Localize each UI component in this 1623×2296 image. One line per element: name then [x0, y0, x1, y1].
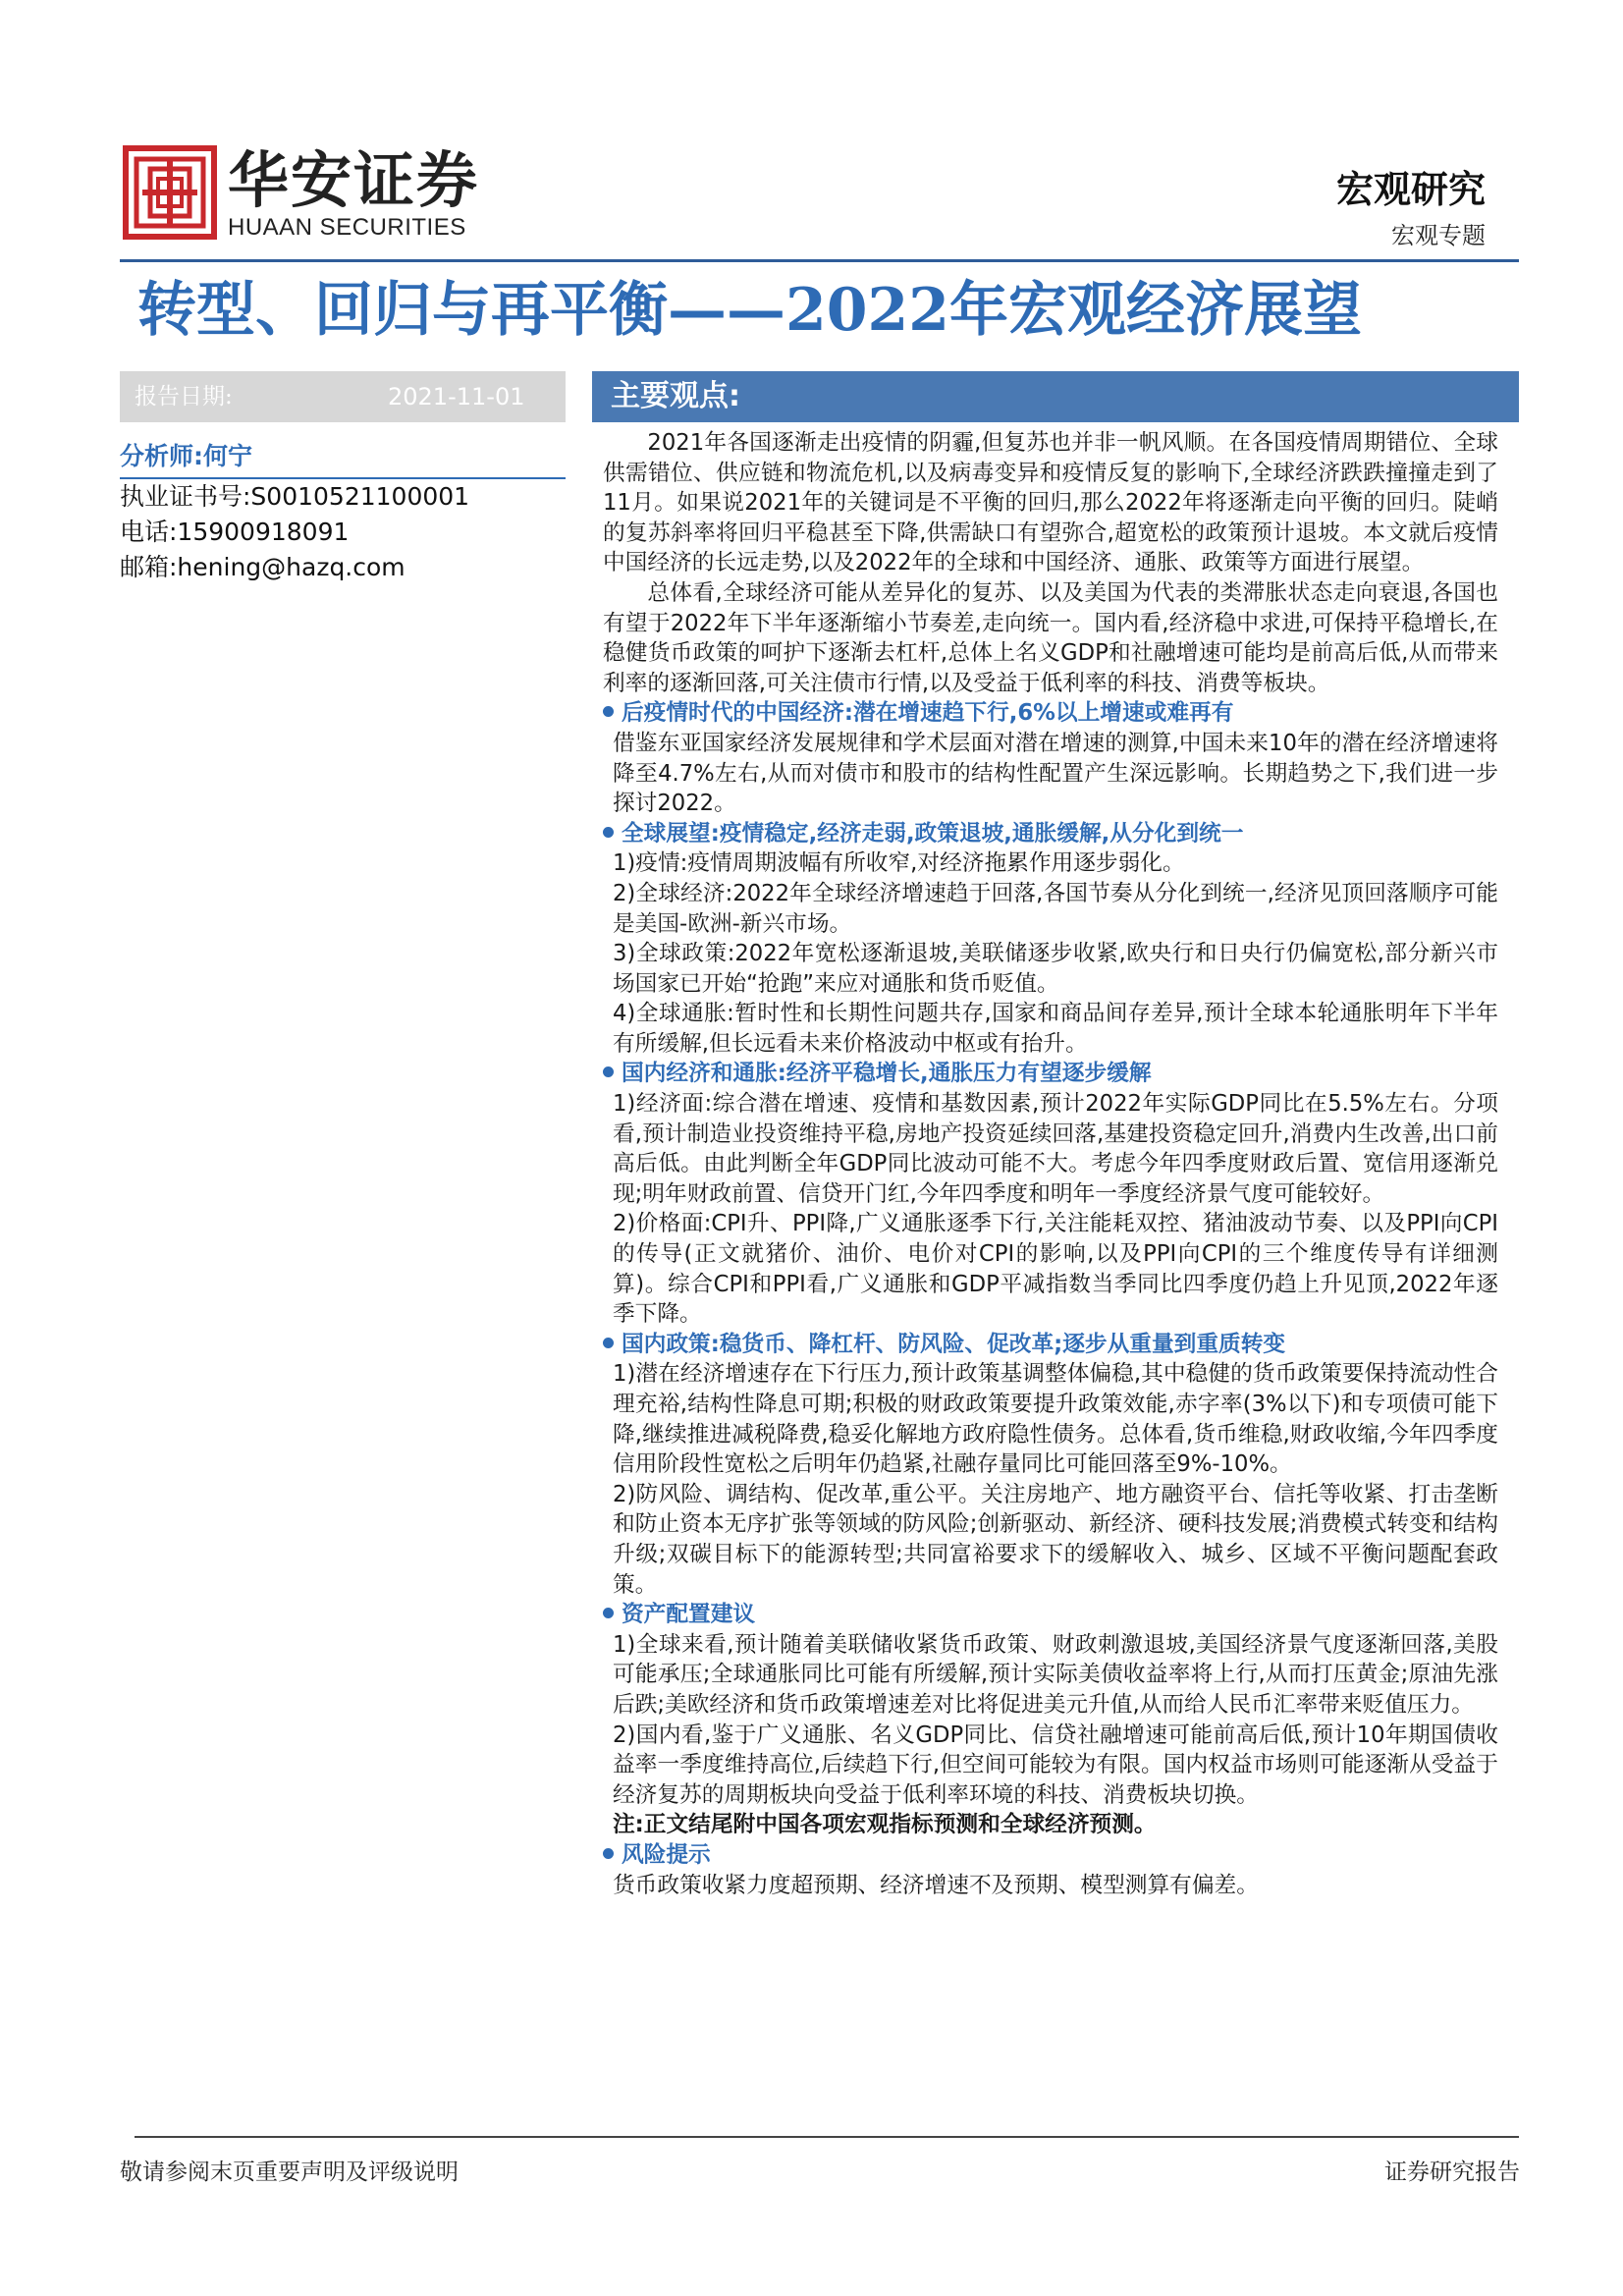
logo-english-name: HUAAN SECURITIES — [228, 214, 466, 241]
report-date-label: 报告日期: — [135, 384, 233, 410]
section-paragraph: 2)价格面:CPI升、PPI降,广义通胀逐季下行,关注能耗双控、猪油波动节奏、以及PPI向CPI的传导(正文就猪价、油价、电价对CPI的影响,以及PPI向CPI的三个维度传导有详细测算)。综合CPI和PPI看,广义通胀和GDP平减指数当季同比四季度仍趋上升见顶,2022年逐季下降。 — [613, 1211, 1498, 1328]
section-paragraph: 1)潜在经济增速存在下行压力,预计政策基调整体偏稳,其中稳健的货币政策要保持流动性合理充裕,结构性降息可期;积极的财政政策要提升政策效能,赤字率(3%以下)和专项债可能下降,继续推进减税降费,稳妥化解地方政府隐性债务。总体看,货币维稳,财政收缩,今年四季度信用阶段性宽松之后明年仍趋紧,社融存量同比可能回落至9%-10%。 — [613, 1361, 1498, 1478]
key-views-content — [603, 428, 1498, 1900]
footer-report-label: 证券研究报告 — [1384, 2159, 1520, 2185]
appendix-note: 注:正文结尾附中国各项宏观指标预测和全球经济预测。 — [613, 1812, 1157, 1838]
section-paragraph: 4)全球通胀:暂时性和长期性问题共存,国家和商品间存差异,预计全球本轮通胀明年下半年有所缓解,但长远看未来价格波动中枢或有抬升。 — [613, 1001, 1498, 1057]
section-paragraph: 2)全球经济:2022年全球经济增速趋于回落,各国节奏从分化到统一,经济见顶回落顺序可能是美国-欧洲-新兴市场。 — [613, 880, 1498, 937]
section-heading: 国内政策:稳货币、降杠杆、防风险、促改革;逐步从重量到重质转变 — [603, 1330, 1498, 1360]
bullet-icon — [603, 1848, 614, 1859]
certificate-number: 执业证书号:S0010521100001 — [120, 482, 470, 511]
section-heading: 国内经济和通胀:经济平稳增长,通胀压力有望逐步缓解 — [603, 1059, 1498, 1089]
footer-divider — [135, 2136, 1519, 2138]
bullet-icon — [603, 1608, 614, 1618]
section-paragraph: 3)全球政策:2022年宽松逐渐退坡,美联储逐步收紧,欧央行和日央行仍偏宽松,部分新兴市场国家已开始“抢跑”来应对通胀和货币贬值。 — [613, 941, 1498, 997]
risk-paragraph: 货币政策收紧力度超预期、经济增速不及预期、模型测算有偏差。 — [613, 1872, 1259, 1898]
report-type: 宏观研究 — [1335, 167, 1486, 211]
key-views-title: 主要观点: — [611, 379, 740, 413]
bullet-icon — [603, 1066, 614, 1077]
report-subtype: 宏观专题 — [1391, 222, 1486, 249]
section-paragraph: 2)国内看,鉴于广义通胀、名义GDP同比、信贷社融增速可能前高后低,预计10年期国债收益率一季度维持高位,后续趋下行,但空间可能较为有限。国内权益市场则可能逐渐从受益于经济复苏的周期板块向受益于低利率环境的科技、消费板块切换。 — [613, 1722, 1498, 1808]
bullet-icon — [603, 827, 614, 838]
report-date-value: 2021-11-01 — [388, 383, 525, 410]
section-paragraph: 2)防风险、调结构、促改革,重公平。关注房地产、地方融资平台、信托等收紧、打击垄断和防止资本无序扩张等领域的防风险;创新驱动、新经济、硬科技发展;消费模式转变和结构升级;双碳目标下的能源转型;共同富裕要求下的缓解收入、城乡、区域不平衡问题配套政策。 — [613, 1481, 1498, 1598]
intro-paragraph: 总体看,全球经济可能从差异化的复苏、以及美国为代表的类滞胀状态走向衰退,各国也有望于2022年下半年逐渐缩小节奏差,走向统一。国内看,经济稳中求进,可保持平稳增长,在稳健货币政策的呵护下逐渐去杠杆,总体上名义GDP和社融增速可能均是前高后低,从而带来利率的逐渐回落,可关注债市行情,以及受益于低利率的科技、消费等板块。 — [603, 579, 1498, 696]
section-paragraph: 借鉴东亚国家经济发展规律和学术层面对潜在增速的测算,中国未来10年的潜在经济增速将降至4.7%左右,从而对债市和股市的结构性配置产生深远影响。长期趋势之下,我们进一步探讨2022。 — [613, 730, 1498, 817]
bullet-icon — [603, 706, 614, 717]
section-heading: 风险提示 — [603, 1840, 1498, 1871]
page-title: 转型、回归与再平衡——2022年宏观经济展望 — [137, 276, 1362, 345]
intro-paragraph: 2021年各国逐渐走出疫情的阴霾,但复苏也并非一帆风顺。在各国疫情周期错位、全球供需错位、供应链和物流危机,以及病毒变异和疫情反复的影响下,全球经济跌跌撞撞走到了11月。如果说2021年的关键词是不平衡的回归,那么2022年将逐渐走向平衡的回归。陡峭的复苏斜率将回归平稳甚至下降,供需缺口有望弥合,超宽松的政策预计退坡。本文就后疫情中国经济的长远走势,以及2022年的全球和中国经济、通胀、政策等方面进行展望。 — [603, 430, 1498, 576]
phone-number: 电话:15900918091 — [120, 518, 350, 546]
header-divider — [120, 259, 1519, 262]
section-paragraph: 1)疫情:疫情周期波幅有所收窄,对经济拖累作用逐步弱化。 — [613, 850, 1185, 877]
section-paragraph: 1)经济面:综合潜在增速、疫情和基数因素,预计2022年实际GDP同比在5.5%左右。分项看,预计制造业投资维持平稳,房地产投资延续回落,基建投资稳定回升,消费内生改善,出口前高后低。由此判断全年GDP同比波动可能不大。考虑今年四季度财政后置、宽信用逐渐兑现;明年财政前置、信贷开门红,今年四季度和明年一季度经济景气度可能较好。 — [613, 1091, 1498, 1207]
logo-mark-icon — [123, 145, 217, 240]
section-heading: 全球展望:疫情稳定,经济走弱,政策退坡,通胀缓解,从分化到统一 — [603, 819, 1498, 849]
footer-disclaimer: 敬请参阅末页重要声明及评级说明 — [120, 2159, 459, 2185]
bullet-icon — [603, 1338, 614, 1348]
email-address: 邮箱:hening@hazq.com — [120, 553, 406, 581]
section-heading: 后疫情时代的中国经济:潜在增速趋下行,6%以上增速或难再有 — [603, 698, 1498, 729]
section-paragraph: 1)全球来看,预计随着美联储收紧货币政策、财政刺激退坡,美国经济景气度逐渐回落,美股可能承压;全球通胀同比可能有所缓解,预计实际美债收益率将上行,从而打压黄金;原油先涨后跌;美欧经济和货币政策增速差对比将促进美元升值,从而给人民币汇率带来贬值压力。 — [613, 1631, 1498, 1718]
analyst-name: 分析师:何宁 — [120, 442, 252, 470]
logo-chinese-name: 华安证券 — [228, 144, 480, 216]
section-heading: 资产配置建议 — [603, 1600, 1498, 1630]
